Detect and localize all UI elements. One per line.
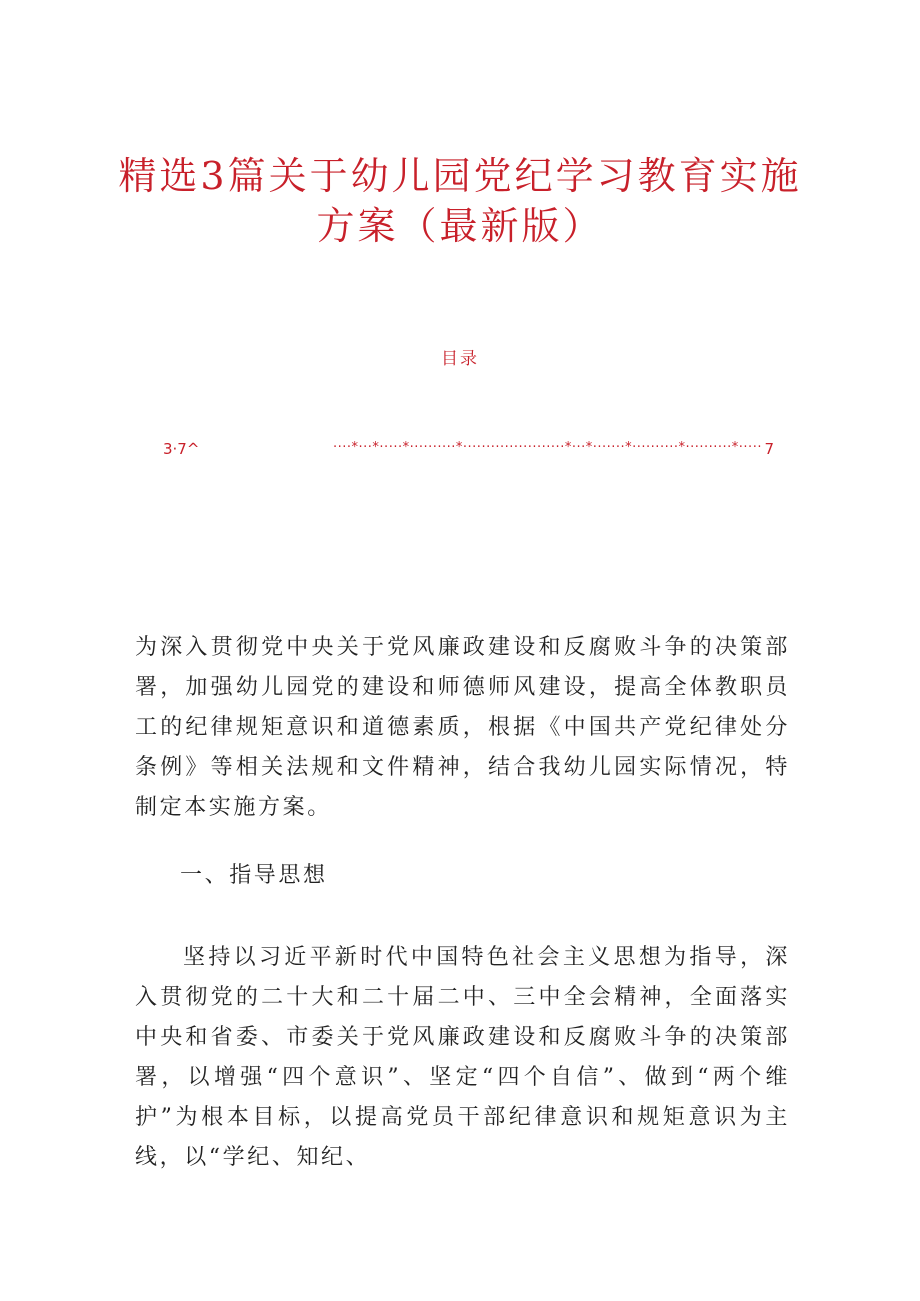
section-heading-guiding-ideology: 一、指导思想 xyxy=(180,863,328,888)
document-title-line2: 方案（最新版） xyxy=(316,204,604,248)
toc-entry-leader: ····*···*·····*··········*······················*···*·······*··········*··········*····· xyxy=(333,440,762,455)
toc-entry-label: 3·7^ xyxy=(163,440,200,458)
toc-heading: 目录 xyxy=(441,349,479,369)
section-paragraph-guiding-ideology: 坚持以习近平新时代中国特色社会主义思想为指导，深入贯彻党的二十大和二十届二中、三中全会精神，全面落实中央和省委、市委关于党风廉政建设和反腐败斗争的决策部署，以增强“四个意识”、坚定“四个自信”、做到“两个维护”为根本目标，以提高党员干部纪律意识和规矩意识为主线，以“学纪、知纪、 xyxy=(135,945,790,1170)
document-title-line1: 精选3篇关于幼儿园党纪学习教育实施 xyxy=(118,154,802,198)
intro-paragraph: 为深入贯彻党中央关于党风廉政建设和反腐败斗争的决策部署，加强幼儿园党的建设和师德师风建设，提高全体教职员工的纪律规矩意识和道德素质，根据《中国共产党纪律处分条例》等相关法规和文件精神，结合我幼儿园实际情况，特制定本实施方案。 xyxy=(135,635,790,820)
toc-entry[interactable] xyxy=(163,440,778,464)
toc-entry-page-number: 7 xyxy=(764,440,774,458)
